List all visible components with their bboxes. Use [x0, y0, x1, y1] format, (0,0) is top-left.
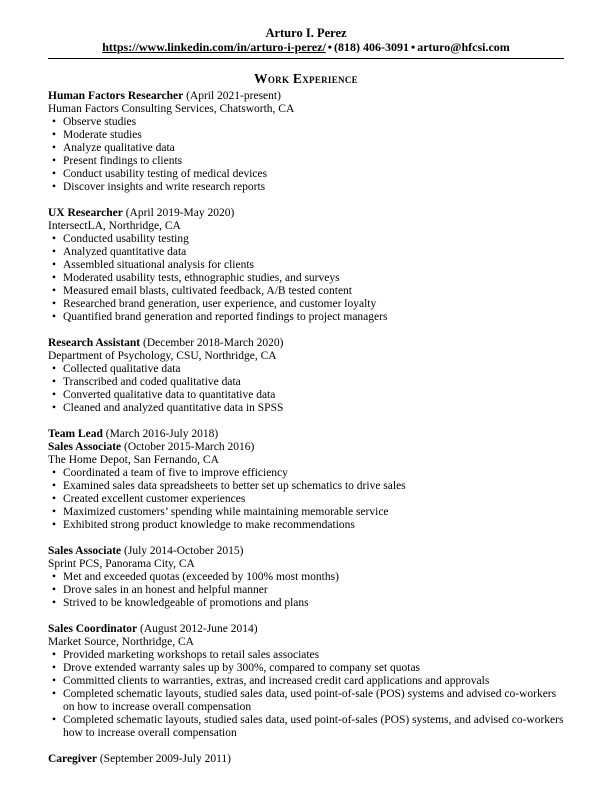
- job-dates: (September 2009-July 2011): [96, 753, 232, 765]
- job-bullet: • Discover insights and write research reports: [63, 181, 564, 194]
- job-bullets: [48, 116, 564, 194]
- job-bullet: • Converted qualitative data to quantitative data: [63, 389, 564, 402]
- job-company: Human Factors Consulting Services, Chatsworth, CA: [48, 103, 295, 115]
- section-title-work-experience: Work Experience: [254, 71, 358, 86]
- job-bullet: • Analyze qualitative data: [63, 142, 564, 155]
- job-title: Human Factors Researcher: [48, 90, 184, 102]
- job-title-line: [48, 428, 564, 441]
- job-company: IntersectLA, Northridge, CA: [48, 220, 181, 232]
- linkedin-link[interactable]: https://www.linkedin.com/in/arturo-i-perez/: [102, 40, 326, 54]
- job-title-line: [48, 337, 564, 350]
- job-bullet: • Transcribed and coded qualitative data: [63, 376, 564, 389]
- job-company: Sprint PCS, Panorama City, CA: [48, 558, 195, 570]
- jobs-list: [48, 90, 564, 766]
- job-bullet: • Collected qualitative data: [63, 363, 564, 376]
- job-titles: [48, 753, 564, 766]
- job-entry: [48, 207, 564, 324]
- job-bullet: • Moderate studies: [63, 129, 564, 142]
- job-titles: [48, 90, 564, 103]
- job-bullet: • Coordinated a team of five to improve efficiency: [63, 467, 564, 480]
- job-dates: (October 2015-March 2016): [121, 441, 255, 453]
- job-title-line: [48, 753, 564, 766]
- job-bullet: • Quantified brand generation and reported findings to project managers: [63, 311, 564, 324]
- contact-separator: •: [327, 40, 332, 54]
- job-title-line: [48, 623, 564, 636]
- resume-header: [48, 26, 564, 59]
- job-bullet: • Exhibited strong product knowledge to make recommendations: [63, 519, 564, 532]
- job-bullet: • Maximized customers’ spending while maintaining memorable service: [63, 506, 564, 519]
- job-bullet: • Assembled situational analysis for clients: [63, 259, 564, 272]
- job-bullet: • Provided marketing workshops to retail sales associates: [63, 649, 564, 662]
- job-entry: [48, 428, 564, 532]
- job-dates: (July 2014-October 2015): [121, 545, 244, 557]
- job-bullet: • Met and exceeded quotas (exceeded by 100% most months): [63, 571, 564, 584]
- job-entry: [48, 623, 564, 740]
- job-entry: [48, 337, 564, 415]
- job-entry: [48, 545, 564, 610]
- job-bullet: • Present findings to clients: [63, 155, 564, 168]
- person-name: Arturo I. Perez: [265, 26, 347, 40]
- contact-line: [48, 40, 564, 54]
- job-bullets: [48, 467, 564, 532]
- job-bullet: • Conducted usability testing: [63, 233, 564, 246]
- job-title: Research Assistant: [48, 337, 141, 349]
- job-title: Caregiver: [48, 753, 97, 765]
- job-entry: [48, 90, 564, 194]
- job-bullet: • Observe studies: [63, 116, 564, 129]
- job-titles: [48, 623, 564, 636]
- job-title: Sales Associate: [48, 545, 122, 557]
- job-bullet: • Moderated usability tests, ethnographic studies, and surveys: [63, 272, 564, 285]
- job-title: Team Lead: [48, 428, 103, 440]
- job-bullet: • Committed clients to warranties, extras, and increased credit card applications and approvals: [63, 675, 564, 688]
- job-bullet: • Strived to be knowledgeable of promotions and plans: [63, 597, 564, 610]
- job-bullet: • Drove sales in an honest and helpful manner: [63, 584, 564, 597]
- job-title-line: [48, 207, 564, 220]
- job-dates: (August 2012-June 2014): [137, 623, 258, 635]
- job-dates: (April 2019-May 2020): [122, 207, 235, 219]
- job-dates: (March 2016-July 2018): [102, 428, 219, 440]
- job-title-line: [48, 90, 564, 103]
- job-bullet: • Examined sales data spreadsheets to better set up schematics to drive sales: [63, 480, 564, 493]
- job-bullet: • Cleaned and analyzed quantitative data in SPSS: [63, 402, 564, 415]
- job-bullets: [48, 571, 564, 610]
- job-title: Sales Coordinator: [48, 623, 138, 635]
- job-company: The Home Depot, San Fernando, CA: [48, 454, 219, 466]
- job-entry: [48, 753, 564, 766]
- job-title-line: [48, 441, 564, 454]
- phone-number: (818) 406-3091: [333, 40, 409, 54]
- email-address: arturo@hfcsi.com: [417, 40, 510, 54]
- job-bullet: • Researched brand generation, user experience, and customer loyalty: [63, 298, 564, 311]
- job-title: UX Researcher: [48, 207, 123, 219]
- job-bullet: • Completed schematic layouts, studied sales data, used point-of-sale (POS) systems and advised co-workers on how to increase overall compensation: [63, 688, 564, 714]
- job-titles: [48, 207, 564, 220]
- job-dates: (December 2018-March 2020): [140, 337, 284, 349]
- job-titles: [48, 337, 564, 350]
- job-company: Market Source, Northridge, CA: [48, 636, 194, 648]
- job-bullets: [48, 233, 564, 324]
- job-bullets: [48, 649, 564, 740]
- job-bullet: • Created excellent customer experiences: [63, 493, 564, 506]
- job-bullet: • Analyzed quantitative data: [63, 246, 564, 259]
- job-bullet: • Measured email blasts, cultivated feedback, A/B tested content: [63, 285, 564, 298]
- job-titles: [48, 428, 564, 454]
- job-bullets: [48, 363, 564, 415]
- contact-separator: •: [410, 40, 416, 54]
- job-company: Department of Psychology, CSU, Northridge, CA: [48, 350, 277, 362]
- job-bullet: • Conduct usability testing of medical devices: [63, 168, 564, 181]
- job-titles: [48, 545, 564, 558]
- job-title: Sales Associate: [48, 441, 122, 453]
- job-bullet: • Drove extended warranty sales up by 300%, compared to company set quotas: [63, 662, 564, 675]
- job-dates: (April 2021-present): [183, 90, 281, 102]
- job-title-line: [48, 545, 564, 558]
- job-bullet: • Completed schematic layouts, studied sales data, used point-of-sales (POS) systems, and advised co-workers how to increase overall compensation: [63, 714, 564, 740]
